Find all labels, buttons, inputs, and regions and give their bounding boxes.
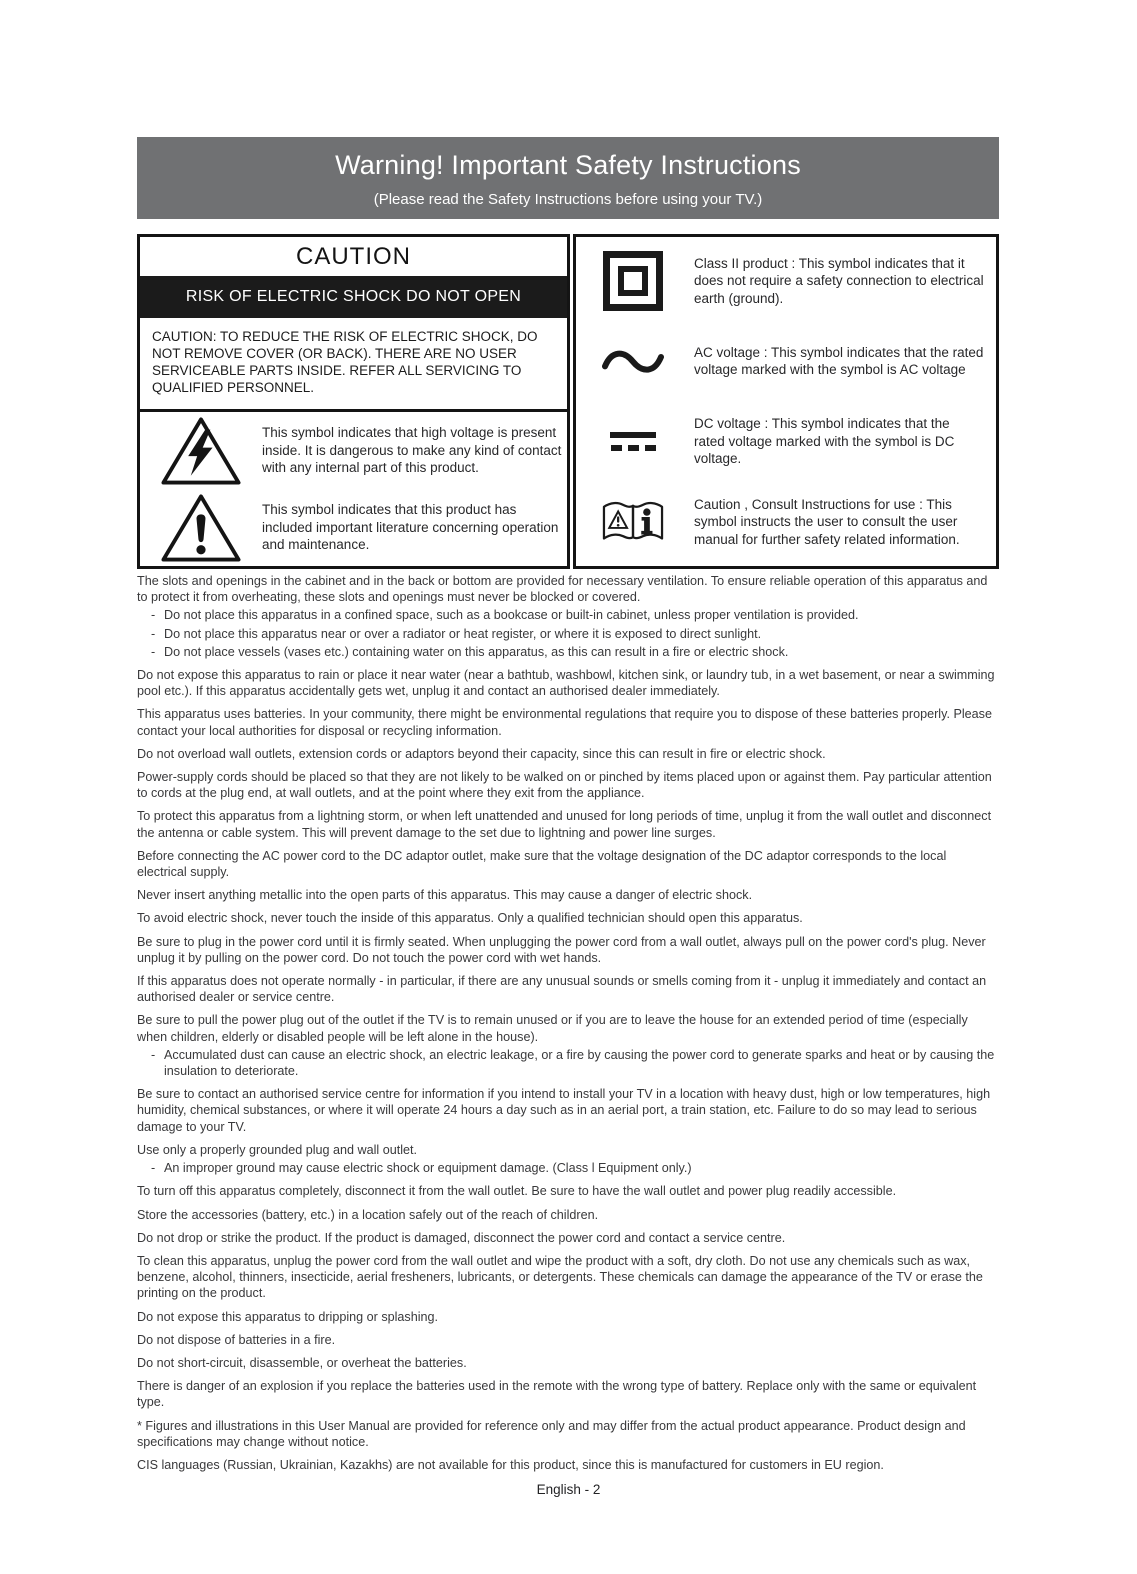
bullet-text: Do not place this apparatus in a confined space, such as a bookcase or built-in cabinet, unless proper ventilation is provided. — [164, 608, 859, 623]
instruction-bullet — [137, 1160, 999, 1176]
instruction-paragraph: Do not short-circuit, disassemble, or overheat the batteries. — [137, 1355, 467, 1370]
instruction-paragraph: The slots and openings in the cabinet and in the back or bottom are provided for necessary ventilation. To ensure reliable operation of this apparatus and to protect it from overheating, these slots and openings must never be blocked or covered. — [137, 574, 988, 605]
caution-title: CAUTION — [296, 243, 411, 270]
instruction-paragraph: Do not dispose of batteries in a fire. — [137, 1332, 336, 1347]
dc-voltage-row — [576, 402, 996, 482]
instruction-paragraph: Do not overload wall outlets, extension cords or adaptors beyond their capacity, since this can result in fire or electric shock. — [137, 746, 826, 761]
symbol-boxes-row — [137, 234, 999, 569]
dc-voltage-icon — [594, 432, 672, 451]
electric-shock-banner: RISK OF ELECTRIC SHOCK DO NOT OPEN — [140, 276, 567, 318]
instruction-paragraph: Never insert anything metallic into the open parts of this apparatus. This may cause a danger of electric shock. — [137, 888, 753, 903]
symbol-legend-box — [573, 234, 999, 569]
page-content — [137, 137, 999, 1473]
instruction-bullet — [137, 644, 999, 660]
instruction-paragraph: Be sure to contact an authorised service centre for information if you intend to install your TV in a location with heavy dust, high or low temperatures, high humidity, chemical substances, or where it will operate 24 hours a day such as in an aerial port, a train station, etc. Failure to do so may lead to serious damage to your TV. — [137, 1087, 991, 1134]
caution-body-text: CAUTION: TO REDUCE THE RISK OF ELECTRIC SHOCK, DO NOT REMOVE COVER (OR BACK). THERE ARE NO USER SERVICEABLE PARTS INSIDE. REFER ALL SERVICING TO QUALIFIED PERSONNEL. — [152, 329, 538, 395]
high-voltage-row — [140, 412, 567, 489]
ac-voltage-icon — [594, 346, 672, 376]
instructions — [137, 573, 999, 1473]
caution-box — [137, 234, 570, 412]
bullet-text: Accumulated dust can cause an electric shock, an electric leakage, or a fire by causing the power cord to generate sparks and heat or by causing the insulation to deteriorate. — [164, 1047, 995, 1079]
instruction-paragraph: Do not expose this apparatus to rain or place it near water (near a bathtub, washbowl, kitchen sink, or laundry tub, in a wet basement, or near a swimming pool etc.). If this apparatus accidentally gets wet, unplug it and contact an authorised dealer immediately. — [137, 668, 995, 699]
instruction-paragraph: Be sure to pull the power plug out of the outlet if the TV is to remain unused or if you are to leave the house for an extended period of time (especially when children, elderly or disabled people will be left alone in the house). — [137, 1013, 968, 1044]
bullet-text: An improper ground may cause electric shock or equipment damage. (Class l Equipment only.) — [164, 1161, 692, 1176]
instruction-paragraph: If this apparatus does not operate normally - in particular, if there are any unusual sounds or smells coming from it - unplug it immediately and contact an authorised dealer or service centre. — [137, 974, 987, 1005]
important-literature-row — [140, 489, 567, 566]
page-number: English - 2 — [536, 1482, 601, 1497]
instruction-paragraph: * Figures and illustrations in this User Manual are provided for reference only and may differ from the actual product appearance. Product design and specifications may change without notice. — [137, 1418, 966, 1449]
instruction-paragraph: Be sure to plug in the power cord until it is firmly seated. When unplugging the power cord from a wall outlet, always pull on the power cord's plug. Never unplug it by pulling on the power cord. Do not touch the power cord with wet hands. — [137, 934, 986, 965]
caution-column — [137, 234, 570, 569]
dash-marker: - — [151, 608, 156, 623]
dash-marker: - — [151, 626, 156, 641]
instruction-paragraph: Do not expose this apparatus to dripping or splashing. — [137, 1309, 439, 1324]
warning-header — [137, 137, 999, 219]
class2-text: Class II product : This symbol indicates that it does not require a safety connection to electrical earth (ground). — [694, 255, 984, 306]
instruction-paragraph: To turn off this apparatus completely, disconnect it from the wall outlet. Be sure to have the wall outlet and power plug readily accessible. — [137, 1184, 897, 1199]
dc-voltage-text: DC voltage : This symbol indicates that the rated voltage marked with the symbol is DC voltage. — [694, 416, 955, 467]
instruction-paragraph: Do not drop or strike the product. If the product is damaged, disconnect the power cord and contact a service centre. — [137, 1230, 786, 1245]
consult-instructions-text: Caution , Consult Instructions for use : This symbol instructs the user to consult the user manual for further safety related information. — [694, 496, 960, 547]
high-voltage-text: This symbol indicates that high voltage is present inside. It is dangerous to make any kind of contact with any internal part of this product. — [262, 425, 562, 476]
instruction-paragraph: Before connecting the AC power cord to the DC adaptor outlet, make sure that the voltage designation of the DC adaptor corresponds to the local electrical supply. — [137, 848, 947, 880]
instruction-bullet — [137, 1047, 999, 1079]
consult-instructions-book-icon — [594, 498, 672, 546]
consult-instructions-row — [576, 482, 996, 562]
ac-voltage-text: AC voltage : This symbol indicates that the rated voltage marked with the symbol is AC voltage — [694, 344, 984, 378]
page-subtitle: (Please read the Safety Instructions before using your TV.) — [373, 191, 763, 208]
ac-voltage-row — [576, 321, 996, 401]
instruction-paragraph: Store the accessories (battery, etc.) in a location safely out of the reach of children. — [137, 1207, 599, 1222]
dash-marker: - — [151, 1161, 156, 1176]
instruction-bullet — [137, 607, 999, 623]
high-voltage-triangle-icon — [156, 415, 246, 487]
instruction-paragraph: To protect this apparatus from a lightning storm, or when left unattended and unused for long periods of time, unplug it from the wall outlet and disconnect the antenna or cable system. This will prevent damage to the set due to lightning and power line surges. — [137, 809, 992, 840]
dash-marker: - — [151, 1047, 156, 1062]
instruction-bullet — [137, 626, 999, 642]
instruction-paragraph: To avoid electric shock, never touch the inside of this apparatus. Only a qualified technician should open this apparatus. — [137, 911, 803, 926]
instruction-paragraph: Use only a properly grounded plug and wall outlet. — [137, 1142, 418, 1157]
caution-symbols-box — [137, 409, 570, 569]
bullet-text: Do not place this apparatus near or over a radiator or heat register, or where it is exposed to direct sunlight. — [164, 626, 762, 641]
class2-row — [576, 241, 996, 321]
exclamation-triangle-icon — [156, 492, 246, 564]
dash-marker: - — [151, 644, 156, 659]
instruction-paragraph: There is danger of an explosion if you replace the batteries used in the remote with the wrong type of battery. Replace only with the same or equivalent type. — [137, 1379, 977, 1410]
instruction-paragraph: This apparatus uses batteries. In your community, there might be environmental regulations that require you to dispose of these batteries properly. Please contact your local authorities for disposal or recycling information. — [137, 707, 992, 738]
important-literature-text: This symbol indicates that this product has included important literature concerning operation and maintenance. — [262, 502, 559, 553]
instruction-paragraph: To clean this apparatus, unplug the power cord from the wall outlet and wipe the product with a soft, dry cloth. Do not use any chemicals such as wax, benzene, alcohol, thinners, insecticide, aerial fresheners, lubricants, or detergents. These chemicals can damage the appearance of the TV or erase the printing on the product. — [137, 1253, 983, 1301]
instruction-paragraph: Power-supply cords should be placed so that they are not likely to be walked on or pinched by items placed upon or against them. Pay particular attention to cords at the plug end, at wall outlets, and at the point where they exit from the appliance. — [137, 770, 992, 801]
page-title: Warning! Important Safety Instructions — [335, 150, 801, 180]
bullet-text: Do not place vessels (vases etc.) containing water on this apparatus, as this can result in a fire or electric shock. — [164, 644, 789, 659]
instruction-paragraph: CIS languages (Russian, Ukrainian, Kazakhs) are not available for this product, since this is manufactured for customers in EU region. — [137, 1457, 884, 1472]
class2-double-square-icon — [594, 251, 672, 311]
